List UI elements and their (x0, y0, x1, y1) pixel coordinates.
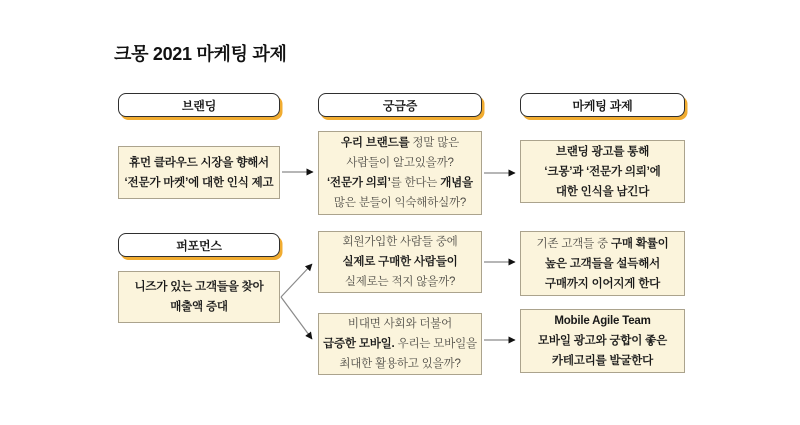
box-performance-goal: 니즈가 있는 고객들을 찾아 매출액 증대 (118, 271, 280, 323)
column-header-marketing-tasks: 마케팅 과제 (520, 93, 685, 117)
box-task-purchase-conversion: 기존 고객들 중 구매 확률이 높은 고객들을 설득해서 구매까지 이어지게 한다 (520, 231, 685, 296)
column-header-branding: 브랜딩 (118, 93, 280, 117)
page-title: 크몽 2021 마케팅 과제 (114, 44, 287, 64)
box-branding-goal: 휴먼 클라우드 시장을 향해서 ‘전문가 마켓’에 대한 인식 제고 (118, 146, 280, 199)
column-header-questions: 궁금증 (318, 93, 482, 117)
box-question-brand-awareness: 우리 브랜드를 정말 많은 사람들이 알고있을까? ‘전문가 의뢰’를 한다는 개념을 많은 분들이 익숙해하실까? (318, 131, 482, 215)
box-question-actual-purchase: 회원가입한 사람들 중에 실제로 구매한 사람들이 실제로는 적지 않을까? (318, 231, 482, 293)
arrow-performance-to-purchase-question (281, 264, 312, 297)
box-task-branding-ad: 브랜딩 광고를 통해 ‘크몽’과 ‘전문가 의뢰’에 대한 인식을 남긴다 (520, 140, 685, 203)
box-task-mobile-category: Mobile Agile Team 모바일 광고와 궁합이 좋은 카테고리를 발굴한다 (520, 309, 685, 373)
arrow-performance-to-mobile-question (281, 297, 312, 339)
box-question-mobile-usage: 비대면 사회와 더불어 급증한 모바일. 우리는 모바일을 최대한 활용하고 있을까? (318, 313, 482, 375)
column-header-performance: 퍼포먼스 (118, 233, 280, 257)
